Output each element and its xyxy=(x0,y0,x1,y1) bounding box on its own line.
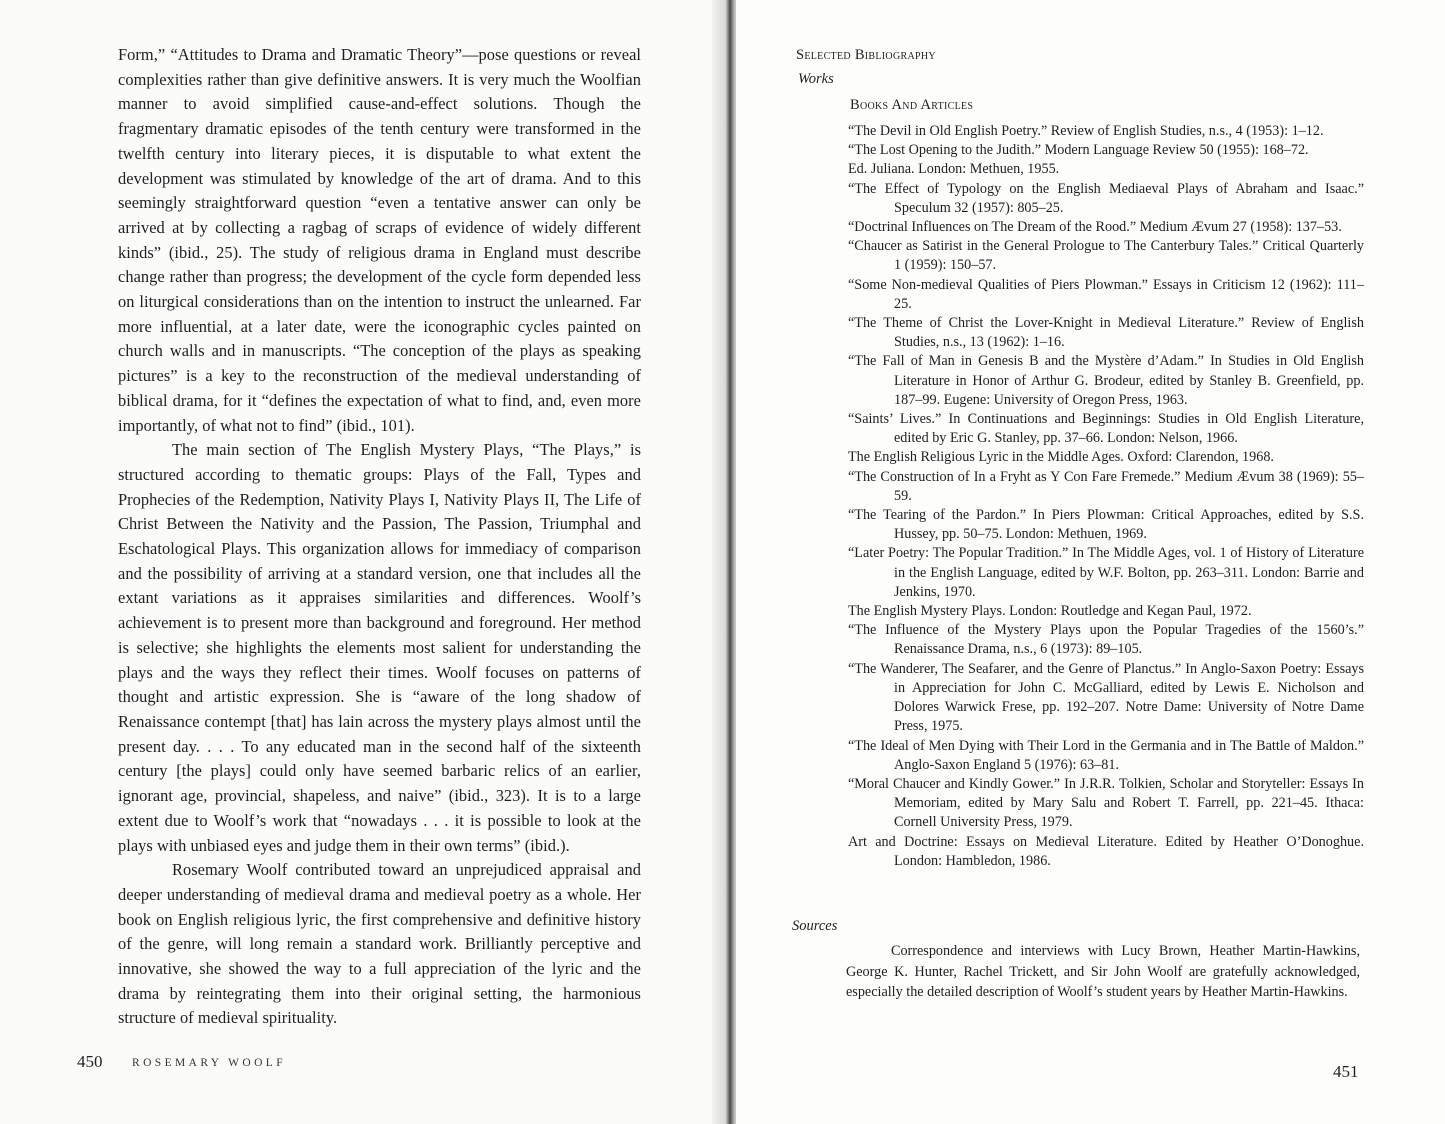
bibliography-heading: Selected Bibliography xyxy=(796,47,936,63)
bibliography-entry: “The Influence of the Mystery Plays upon the Popular Tragedies of the 1560’s.” Renaissance Drama, n.s., 6 (1973): 89–105. xyxy=(848,622,1364,658)
page-number-left: 450 xyxy=(77,1052,103,1071)
right-page xyxy=(736,0,1445,1124)
bibliography-entry: “Saints’ Lives.” In Continuations and Beginnings: Studies in Old English Literature, edited by Eric G. Stanley, pp. 37–66. London: Nelson, 1966. xyxy=(848,411,1364,447)
bibliography-entry: The English Religious Lyric in the Middle Ages. Oxford: Clarendon, 1968. xyxy=(848,449,1274,466)
page-number-right: 451 xyxy=(1333,1062,1359,1081)
running-head: ROSEMARY WOOLF xyxy=(132,1057,286,1069)
books-articles-heading: Books And Articles xyxy=(850,97,974,113)
bibliography-entry: “Chaucer as Satirist in the General Prologue to The Canterbury Tales.” Critical Quarterly 1 (1959): 150–57. xyxy=(848,238,1364,274)
works-label: Works xyxy=(798,71,834,87)
bibliography-entry: “The Tearing of the Pardon.” In Piers Plowman: Critical Approaches, edited by S.S. Hussey, pp. 50–75. London: Methuen, 1969. xyxy=(848,507,1364,543)
bibliography-entry: “The Devil in Old English Poetry.” Review of English Studies, n.s., 4 (1953): 1–12. xyxy=(848,123,1324,139)
left-page xyxy=(0,0,720,1124)
bibliography-entry: “The Ideal of Men Dying with Their Lord in the Germania and in The Battle of Maldon.” Anglo-Saxon England 5 (1976): 63–81. xyxy=(848,737,1364,773)
paragraph: Rosemary Woolf contributed toward an unprejudiced appraisal and deeper understanding of medieval drama and medieval poetry as a whole. Her book on English religious lyric, the first comprehensive and definitive history of the genre, will long remain a standard work. Brilliantly perceptive and innovative, she showed the way to a full appreciation of the lyric and the drama by reintegrating them into their original setting, the harmonious structure of medieval spirituality. xyxy=(118,860,641,1028)
bibliography-entry: “Some Non-medieval Qualities of Piers Plowman.” Essays in Criticism 12 (1962): 111–25. xyxy=(848,276,1364,312)
left-body-text xyxy=(118,43,641,1031)
bibliography-entry: “The Wanderer, The Seafarer, and the Genre of Planctus.” In Anglo-Saxon Poetry: Essays in Appreciation for John C. McGalliard, edited by Lewis E. Nicholson and Dolores Warwick Frese, pp. 192–207. Notre Dame: University of Notre Dame Press, 1975. xyxy=(848,660,1364,735)
bibliography-entry: Ed. Juliana. London: Methuen, 1955. xyxy=(848,161,1060,178)
bibliography-entry: The English Mystery Plays. London: Routledge and Kegan Paul, 1972. xyxy=(848,603,1252,620)
bibliography-entry: “The Theme of Christ the Lover-Knight in Medieval Literature.” Review of English Studies, n.s., 13 (1962): 1–16. xyxy=(848,315,1364,351)
bibliography-entry: “Doctrinal Influences on The Dream of the Rood.” Medium Ævum 27 (1958): 137–53. xyxy=(848,219,1342,236)
bibliography-entry: “The Construction of In a Fryht as Y Con Fare Fremede.” Medium Ævum 38 (1969): 55–59. xyxy=(848,468,1364,504)
bibliography-entry: “Later Poetry: The Popular Tradition.” In The Middle Ages, vol. 1 of History of Literature in the English Language, edited by W.F. Bolton, pp. 263–311. London: Barrie and Jenkins, 1970. xyxy=(848,545,1364,600)
bibliography-entry: “The Lost Opening to the Judith.” Modern Language Review 50 (1955): 168–72. xyxy=(848,142,1309,159)
paragraph: Form,” “Attitudes to Drama and Dramatic Theory”—pose questions or reveal complexities rather than give definitive answers. It is very much the Woolfian manner to avoid simplified cause-and-effect solutions. Though the fragmentary dramatic episodes of the tenth century were transformed in the twelfth century into literary pieces, it is disputable to what extent the development was stimulated by knowledge of the art of drama. And to this seemingly straightforward question “even a tentative answer can only be arrived at by collecting a ragbag of scraps of evidence of widely different kinds” (ibid., 25). The study of religious drama in England must describe change rather than progress; the development of the cycle form depended less on liturgical considerations than on the intention to instruct the unlearned. Far more influential, at a later date, were the iconographic cycles painted on church walls and in manuscripts. “The conception of the plays as speaking pictures” is a key to the reconstruction of the medieval understanding of biblical drama, for it “defines the expectation of what to find, and, even more importantly, of what not to find” (ibid., 101). xyxy=(118,45,641,435)
bibliography-entry: Art and Doctrine: Essays on Medieval Literature. Edited by Heather O’Donoghue. London: Hambledon, 1986. xyxy=(848,833,1364,869)
bibliography-entry: “The Effect of Typology on the English Mediaeval Plays of Abraham and Isaac.” Speculum 32 (1957): 805–25. xyxy=(848,180,1364,216)
bibliography-entry: “The Fall of Man in Genesis B and the Mystère d’Adam.” In Studies in Old English Literature in Honor of Arthur G. Brodeur, edited by Stanley B. Greenfield, pp. 187–99. Eugene: University of Oregon Press, 1963. xyxy=(848,353,1364,408)
paragraph: The main section of The English Mystery Plays, “The Plays,” is structured according to thematic groups: Plays of the Fall, Types and Prophecies of the Redemption, Nativity Plays I, Nativity Plays II, The Life of Christ Between the Nativity and the Passion, The Passion, Triumphal and Eschatological Plays. This organization allows for immediacy of comparison and the possibility of arriving at a standard version, one that includes all the extant variations as it appraises similarities and differences. Woolf’s achievement is to present more than background and foreground. Her method is selective; she highlights the elements most salient for understanding the plays and the ways they reflect their times. Woolf focuses on patterns of thought and artistic expression. She is “aware of the long shadow of Renaissance contempt [that] has lain across the mystery plays almost until the present day. . . . To any educated man in the second half of the sixteenth century [the plays] could only have seemed barbaric relics of an earlier, ignorant age, provincial, shapeless, and naive” (ibid., 323). It is to a large extent due to Woolf’s work that “nowadays . . . it is possible to look at the plays with unbiased eyes and judge them in their own terms” (ibid.). xyxy=(118,440,641,855)
sources-text: Correspondence and interviews with Lucy Brown, Heather Martin-Hawkins, George K. Hunter, Rachel Trickett, and Sir John Woolf are gratefully acknowledged, especially the detailed description of Woolf’s student years by Heather Martin-Hawkins. xyxy=(846,943,1360,1000)
sources-label: Sources xyxy=(792,918,838,934)
bibliography-list xyxy=(848,122,1364,871)
bibliography-entry: “Moral Chaucer and Kindly Gower.” In J.R.R. Tolkien, Scholar and Storyteller: Essays In Memoriam, edited by Mary Salu and Robert T. Farrell, pp. 221–45. Ithaca: Cornell University Press, 1979. xyxy=(848,775,1364,831)
